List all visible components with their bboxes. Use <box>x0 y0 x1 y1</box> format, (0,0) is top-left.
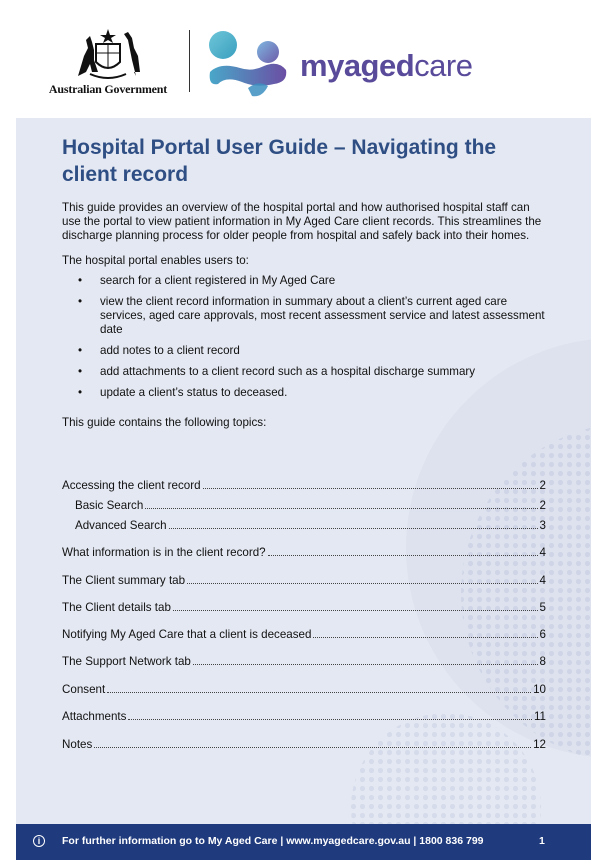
list-item: • add attachments to a client record such as a hospital discharge summary <box>78 365 548 379</box>
toc-title: What information is in the client record? <box>62 546 266 559</box>
toc-leader <box>268 555 538 556</box>
toc-title: Accessing the client record <box>62 479 201 492</box>
toc-leader <box>173 610 538 611</box>
enables-lead: The hospital portal enables users to: <box>62 254 249 267</box>
toc-page: 11 <box>533 710 546 723</box>
toc-leader <box>169 528 538 529</box>
toc-title: Basic Search <box>75 499 144 512</box>
toc-page: 4 <box>539 546 546 559</box>
toc-title: Notes <box>62 738 93 751</box>
list-item: • update a client’s status to deceased. <box>78 386 548 400</box>
toc-entry[interactable] <box>62 543 546 559</box>
toc-page: 3 <box>539 519 546 532</box>
page-title: Hospital Portal User Guide – Navigating the client record <box>62 136 497 186</box>
toc-entry[interactable] <box>62 652 546 668</box>
toc-leader <box>107 692 531 693</box>
toc-entry[interactable] <box>62 625 546 641</box>
my-aged-care-logo-icon <box>206 26 292 98</box>
toc-entry[interactable] <box>75 496 546 512</box>
toc-page: 5 <box>539 601 546 614</box>
topics-lead: This guide contains the following topics: <box>62 416 267 429</box>
content-panel <box>16 118 591 824</box>
toc-leader <box>193 664 538 665</box>
feature-list <box>62 274 548 400</box>
toc-title: Attachments <box>62 710 127 723</box>
toc-leader <box>187 583 537 584</box>
list-item: • add notes to a client record <box>78 344 548 358</box>
toc-entry[interactable] <box>62 735 546 751</box>
toc-title: The Client details tab <box>62 601 171 614</box>
toc-page: 12 <box>533 738 546 751</box>
page-footer <box>16 824 591 860</box>
page-header <box>0 0 607 118</box>
footer-contact-text: For further information go to My Aged Care | www.myagedcare.gov.au | 1800 836 799 <box>62 835 484 847</box>
list-item: • search for a client registered in My Aged Care <box>78 274 548 288</box>
toc-title: Advanced Search <box>75 519 167 532</box>
toc-page: 2 <box>539 499 546 512</box>
toc-entry[interactable] <box>62 707 546 723</box>
toc-page: 2 <box>539 479 546 492</box>
intro-paragraph: This guide provides an overview of the hospital portal and how authorised hospital staff can use the portal to view patient information in My Aged Care client records. This streamlines the discharge planning process for older people from hospital and safely back into their homes. <box>62 201 542 242</box>
my-aged-care-wordmark <box>300 48 472 84</box>
toc-leader <box>145 508 537 509</box>
toc-page: 4 <box>539 574 546 587</box>
toc-title: The Client summary tab <box>62 574 186 587</box>
brand-aged: aged <box>343 48 415 83</box>
toc-leader <box>203 488 538 489</box>
toc-leader <box>313 637 537 638</box>
toc-leader <box>128 719 532 720</box>
header-divider <box>189 30 190 92</box>
australian-government-crest <box>44 26 172 96</box>
toc-entry[interactable] <box>75 516 546 532</box>
page-number: 1 <box>539 835 545 847</box>
brand-my: my <box>300 48 344 83</box>
government-label: Australian Government <box>48 82 168 96</box>
brand-care: care <box>414 48 473 83</box>
toc-title: Consent <box>62 683 106 696</box>
toc-title: The Support Network tab <box>62 655 191 668</box>
toc-entry[interactable] <box>62 571 546 587</box>
document-body <box>62 134 548 430</box>
toc-entry[interactable] <box>62 680 546 696</box>
coat-of-arms-icon <box>44 26 172 82</box>
toc-entry[interactable] <box>62 476 546 492</box>
toc-leader <box>94 747 531 748</box>
info-icon: i <box>33 835 45 847</box>
list-item: • view the client record information in summary about a client’s current aged care services, aged care approvals, most recent assessment service and latest assessment date <box>78 295 548 337</box>
toc-entry[interactable] <box>62 598 546 614</box>
toc-page: 10 <box>533 683 546 696</box>
toc-title: Notifying My Aged Care that a client is deceased <box>62 628 312 641</box>
toc-page: 6 <box>539 628 546 641</box>
toc-page: 8 <box>539 655 546 668</box>
